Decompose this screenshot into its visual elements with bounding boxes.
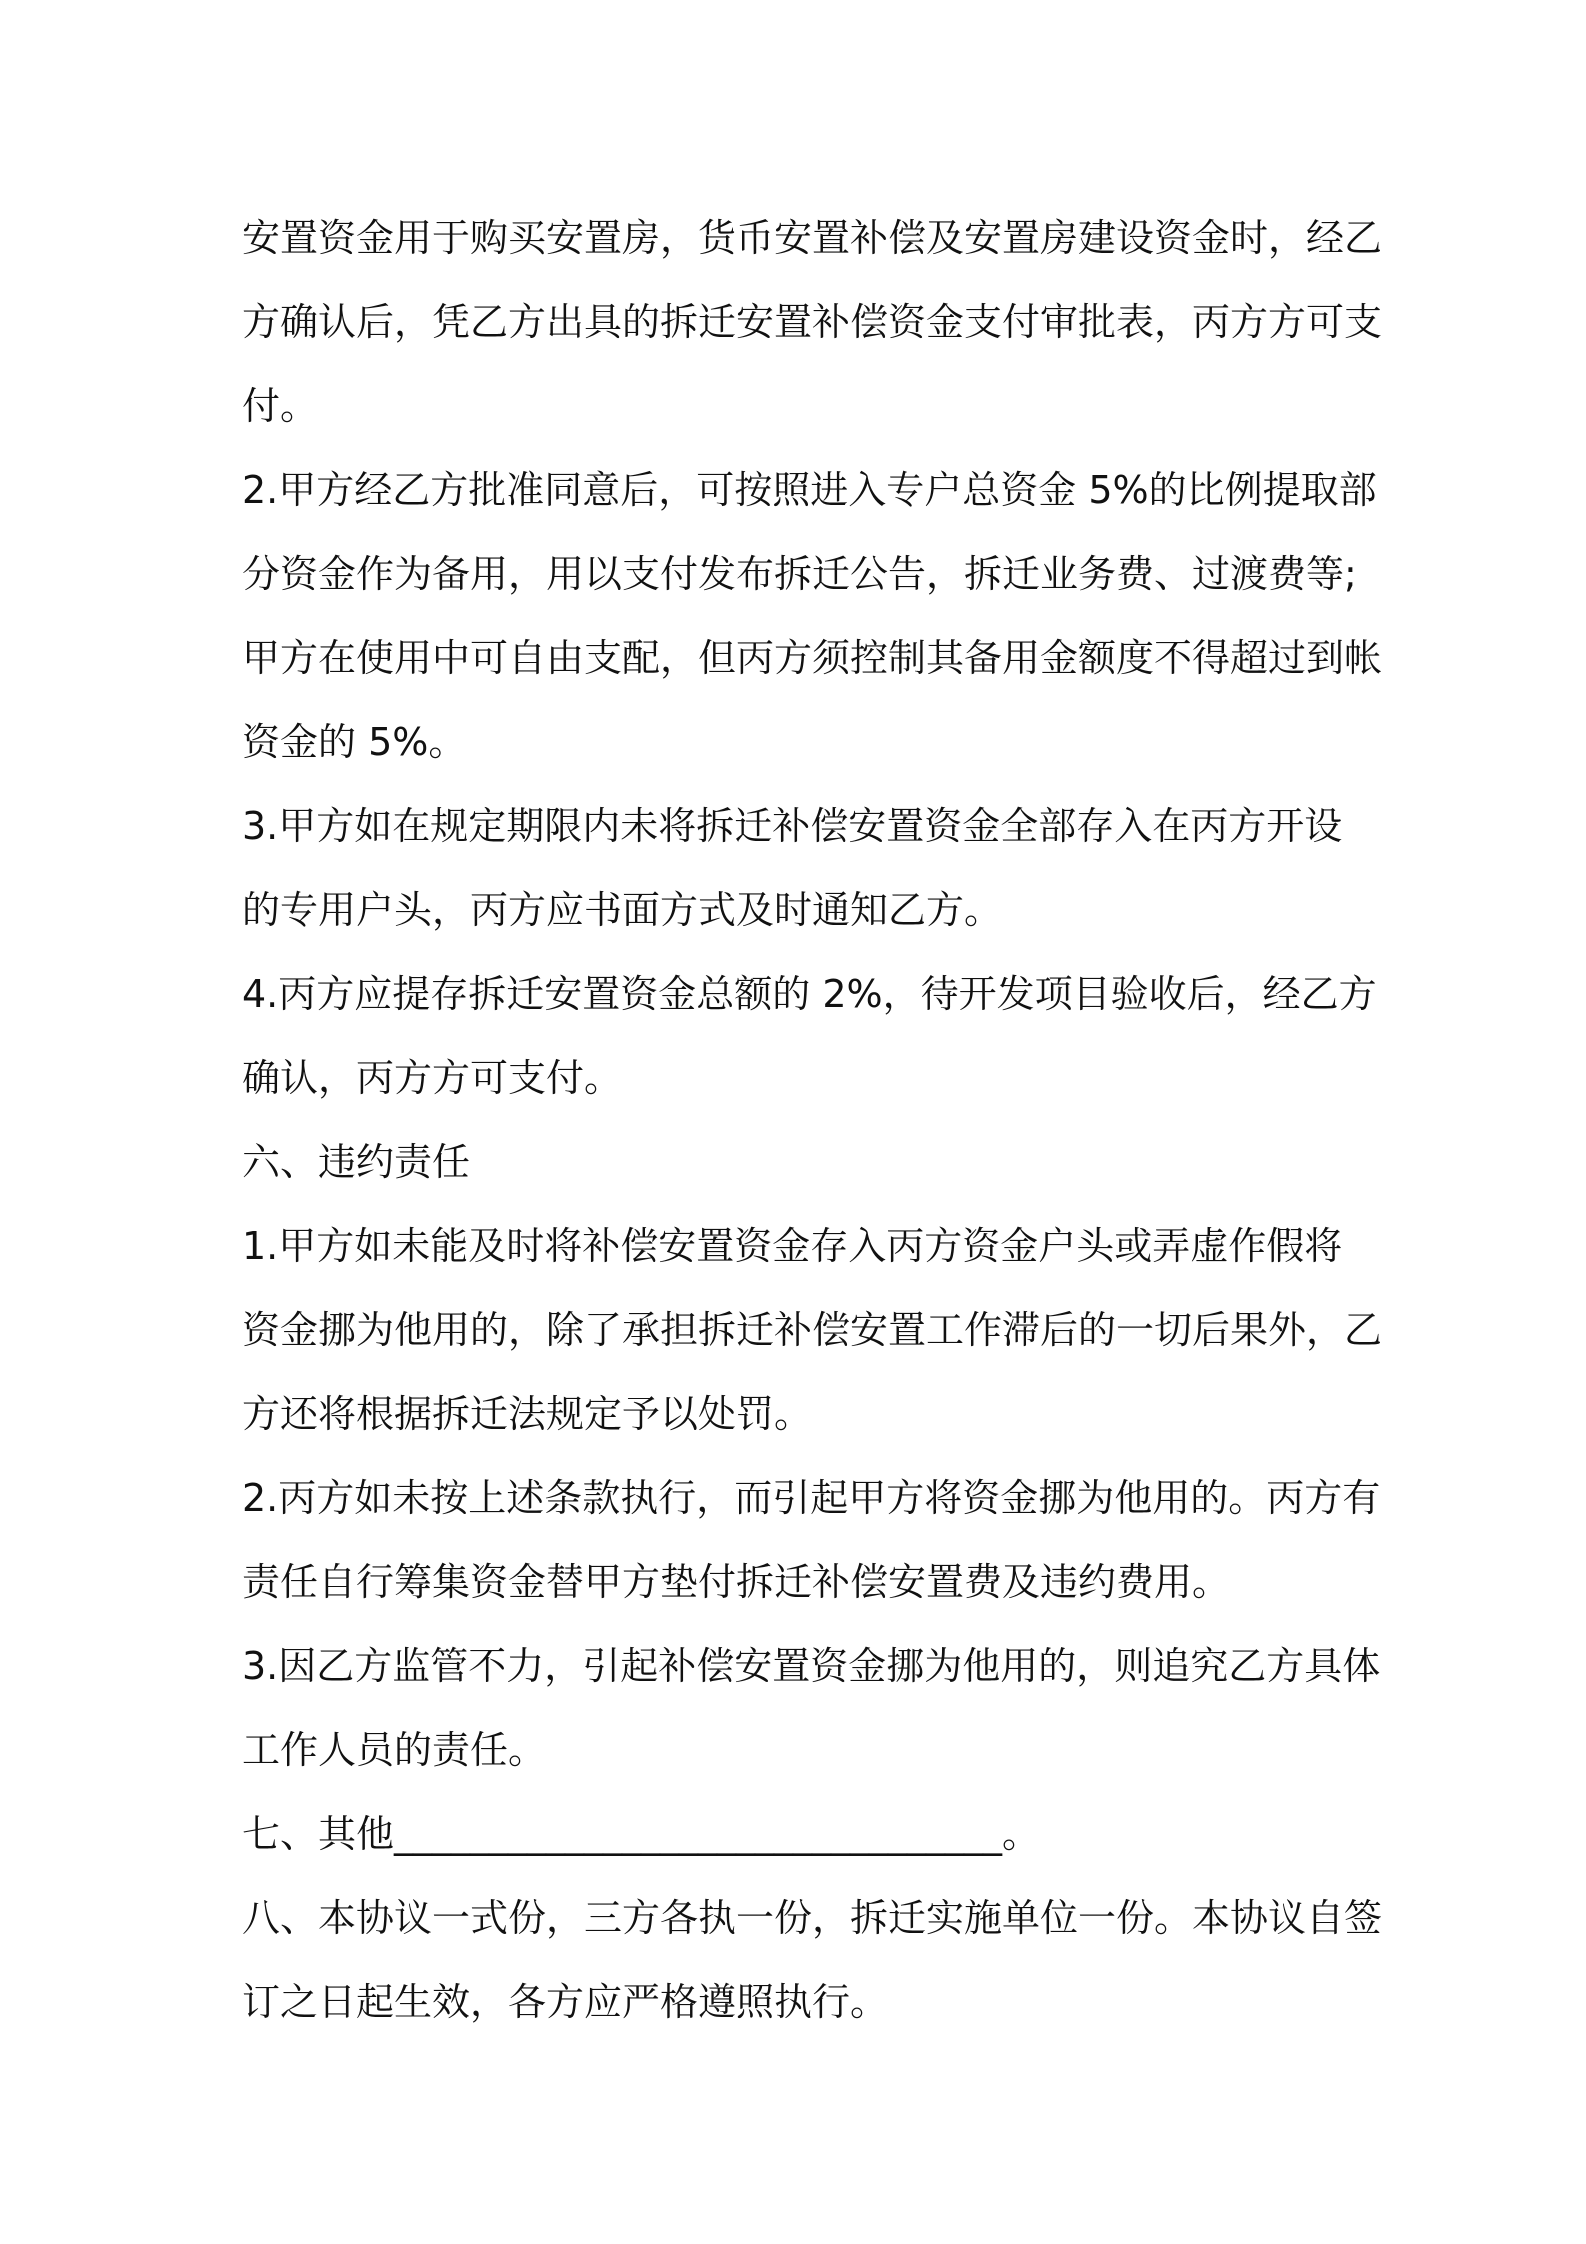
paragraph-funds-usage [242,196,1383,448]
text-line: 分资金作为备用，用以支付发布拆迁公告，拆迁业务费、过渡费等; [242,552,1357,596]
text-line: 八、本协议一式份，三方各执一份，拆迁实施单位一份。本协议自签 [242,1896,1383,1940]
text-line: 确认，丙方方可支付。 [242,1056,623,1100]
text-line: 3.因乙方监管不力，引起补偿安置资金挪为他用的，则追究乙方具体 [242,1644,1381,1688]
section-heading-breach-liability [242,1120,1358,1204]
text-line: 的专用户头，丙方应书面方式及时通知乙方。 [242,888,1003,932]
text-line: 甲方在使用中可自由支配，但丙方须控制其备用金额度不得超过到帐 [242,636,1383,680]
paragraph-breach-1 [242,1204,1383,1456]
paragraph-breach-3 [242,1624,1381,1792]
text-line: 2.甲方经乙方批准同意后，可按照进入专户总资金 5%的比例提取部 [242,468,1377,512]
text-line: 工作人员的责任。 [242,1728,547,1772]
text-line: 订之日起生效，各方应严格遵照执行。 [242,1980,889,2024]
text-line: 方还将根据拆迁法规定予以处罚。 [242,1392,813,1436]
text-line: 3.甲方如在规定期限内未将拆迁补偿安置资金全部存入在丙方开设 [242,804,1343,848]
text-line: 方确认后，凭乙方出具的拆迁安置补偿资金支付审批表，丙方方可支 [242,300,1383,344]
text-line: 资金的 5%。 [242,720,467,764]
paragraph-clause-4 [242,952,1377,1120]
text-line: 安置资金用于购买安置房，货币安置补偿及安置房建设资金时，经乙 [242,216,1383,260]
text-line: 付。 [242,384,319,428]
text-line: 1.甲方如未能及时将补偿安置资金存入丙方资金户头或弄虚作假将 [242,1224,1343,1268]
document-body [242,196,1383,2044]
section-other [242,1792,1358,1876]
section-heading: 七、其他________________________________。 [242,1812,1041,1856]
text-line: 4.丙方应提存拆迁安置资金总额的 2%，待开发项目验收后，经乙方 [242,972,1377,1016]
paragraph-clause-3 [242,784,1358,952]
section-copies-effective [242,1876,1383,2044]
text-line: 2.丙方如未按上述条款执行，而引起甲方将资金挪为他用的。丙方有 [242,1476,1381,1520]
paragraph-clause-2 [242,448,1383,784]
section-heading: 六、违约责任 [242,1140,471,1184]
paragraph-breach-2 [242,1456,1381,1624]
text-line: 资金挪为他用的，除了承担拆迁补偿安置工作滞后的一切后果外，乙 [242,1308,1383,1352]
text-line: 责任自行筹集资金替甲方垫付拆迁补偿安置费及违约费用。 [242,1560,1231,1604]
